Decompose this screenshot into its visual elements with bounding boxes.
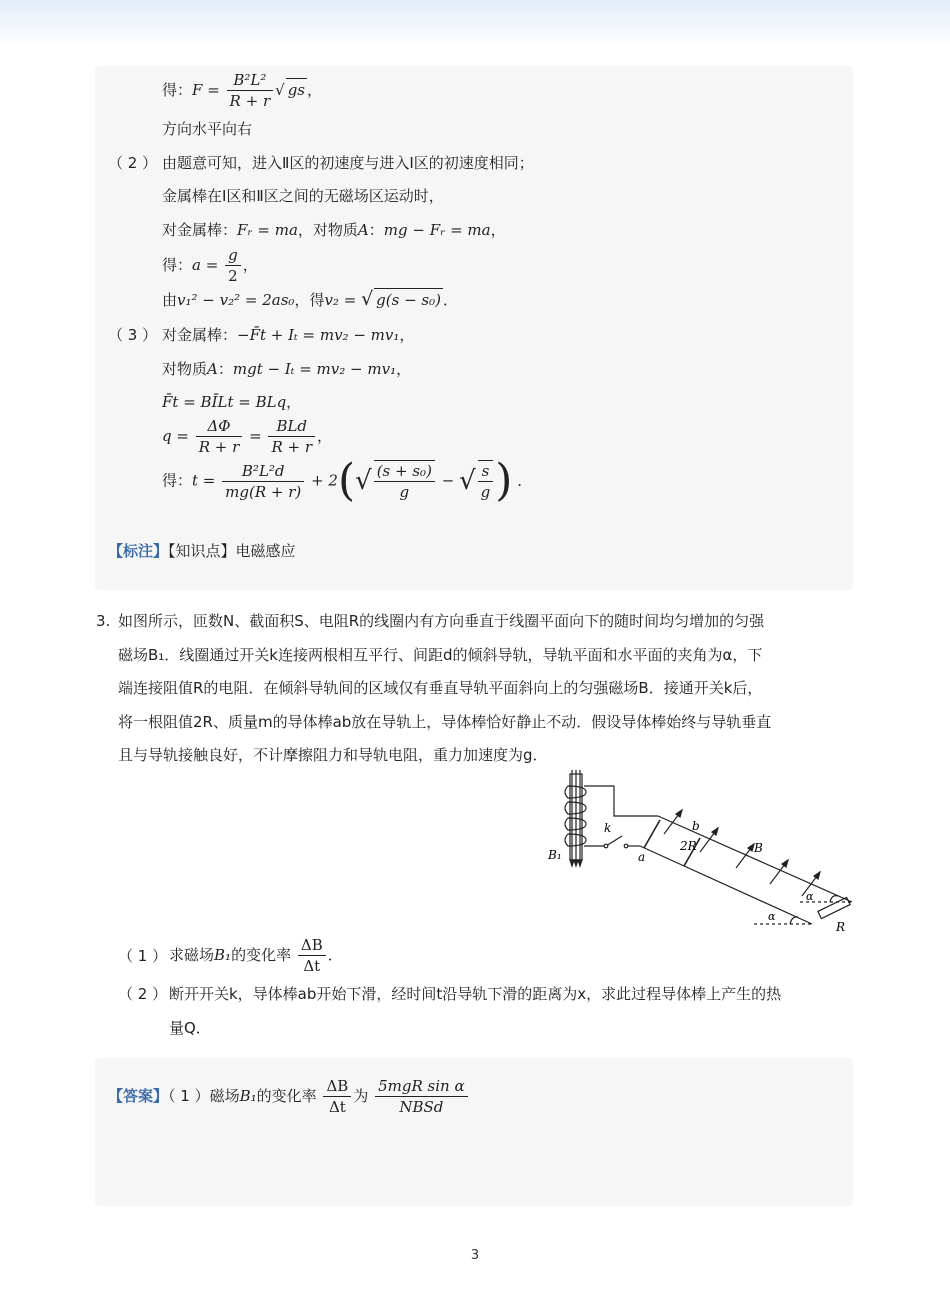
fraction: $\frac{\text{B²L²}}{R + r}$ bbox=[227, 70, 274, 111]
label-a: a bbox=[638, 850, 646, 864]
sol-part2-line3: 对金属棒：Fᵣ = ma，对物质A：mg − Fᵣ = ma， bbox=[162, 221, 506, 239]
answer-line: 【答案】（ 1 ）磁场B₁的变化率 $\frac{\Delta B}{\Delta t}$ 为 $\frac{\text{5mgR sin α}}{\text{NBSd}}$ bbox=[108, 1076, 470, 1117]
fraction: $\frac{\text{5mgR sin α}}{\text{NBSd}}$ bbox=[375, 1076, 467, 1117]
fraction: $\frac{\Delta B}{\Delta t}$ bbox=[298, 935, 326, 976]
sol-note: 【标注】【知识点】电磁感应 bbox=[108, 542, 296, 560]
sol-line-force: 得：F = $\frac{\text{B²L²}}{R + r}$ √ gs ， bbox=[162, 71, 323, 110]
subq2-label: （ 2 ） bbox=[118, 985, 168, 1003]
question-number: 3. bbox=[96, 612, 111, 630]
question-line1: 如图所示，匝数N、截面积S、电阻R的线圈内有方向垂直于线圈平面向下的随时间均匀增加的匀强 bbox=[118, 612, 765, 630]
question-line4: 将一根阻值2R、质量m的导体棒ab放在导轨上，导体棒恰好静止不动．假设导体棒始终与导轨垂直 bbox=[118, 713, 772, 731]
fraction: $\frac{\text{BLd}}{R + r}$ bbox=[268, 416, 315, 457]
circuit-figure bbox=[540, 768, 860, 938]
sol-part3-line4: q = $\frac{\Delta\Phi}{R + r}$ = $\frac{\text{BLd}}{R + r}$ ， bbox=[162, 417, 333, 456]
sol-part2-line2: 金属棒在Ⅰ区和Ⅱ区之间的无磁场区运动时， bbox=[162, 187, 444, 205]
subq1-label: （ 1 ） bbox=[118, 947, 168, 965]
label-alpha-upper: α bbox=[806, 890, 814, 903]
question-line5: 且与导轨接触良好，不计摩擦阻力和导轨电阻，重力加速度为g． bbox=[118, 746, 548, 764]
subq1-text: 求磁场B₁的变化率 $\frac{\Delta B}{\Delta t}$ ． bbox=[169, 936, 343, 975]
fraction: $\frac{g}{2}$ bbox=[225, 245, 241, 286]
sol-part3-line2: 对物质A：mgt − Iₜ = mv₂ − mv₁， bbox=[162, 360, 412, 378]
sol-part2-line5: 由v₁² − v₂² = 2as₀，得v₂ = √ g(s − s₀) ． bbox=[162, 288, 459, 310]
label-2R: 2R bbox=[680, 839, 697, 853]
page-number: 3 bbox=[470, 1248, 480, 1263]
label-B1: B₁ bbox=[548, 848, 562, 862]
label-k: k bbox=[604, 821, 612, 835]
label-B: B bbox=[754, 841, 763, 855]
subq2-line1: 断开开关k，导体棒ab开始下滑，经时间t沿导轨下滑的距离为x，求此过程导体棒上产生的热 bbox=[169, 985, 782, 1003]
label-alpha-lower: α bbox=[768, 910, 776, 923]
label-R: R bbox=[836, 920, 846, 934]
fraction: $\frac{\text{B²L²d}}{mg(R + r)}$ bbox=[222, 461, 304, 502]
label-b: b bbox=[692, 819, 700, 833]
fraction: $\frac{\Delta\Phi}{R + r}$ bbox=[196, 416, 243, 457]
subq2-line2: 量Q． bbox=[169, 1019, 211, 1037]
sol-part3-line5: 得：t = $\frac{\text{B²L²d}}{mg(R + r)}$ + 2(√ $\frac{\text{(s + s₀)}}{g}$ − √ $\frac{s}{g}$ ) ． bbox=[162, 455, 533, 506]
fraction: $\frac{s}{g}$ bbox=[478, 460, 494, 502]
fraction: $\frac{\text{(s + s₀)}}{g}$ bbox=[374, 460, 435, 502]
sol-part2-label: （ 2 ） bbox=[108, 154, 158, 172]
sol-part2-line1: 由题意可知，进入Ⅱ区的初速度与进入Ⅰ区的初速度相同； bbox=[162, 154, 534, 172]
question-line3: 端连接阻值R的电阻．在倾斜导轨间的区域仅有垂直导轨平面斜向上的匀强磁场B．接通开关k后， bbox=[118, 679, 763, 697]
question-line2: 磁场B₁．线圈通过开关k连接两根相互平行、间距d的倾斜导轨，导轨平面和水平面的夹角为α，下 bbox=[118, 646, 763, 664]
sol-part3-line1: 对金属棒：−F̄t + Iₜ = mv₂ − mv₁， bbox=[162, 326, 415, 344]
sol-part2-line4: 得：a = $\frac{g}{2}$ ， bbox=[162, 246, 258, 285]
fraction: $\frac{\Delta B}{\Delta t}$ bbox=[323, 1076, 351, 1117]
sol-part3-line3: F̄t = BĪLt = BLq， bbox=[162, 393, 302, 411]
page-header-band bbox=[0, 0, 950, 48]
sol-part3-label: （ 3 ） bbox=[108, 326, 158, 344]
sol-line-direction: 方向水平向右 bbox=[162, 120, 253, 138]
